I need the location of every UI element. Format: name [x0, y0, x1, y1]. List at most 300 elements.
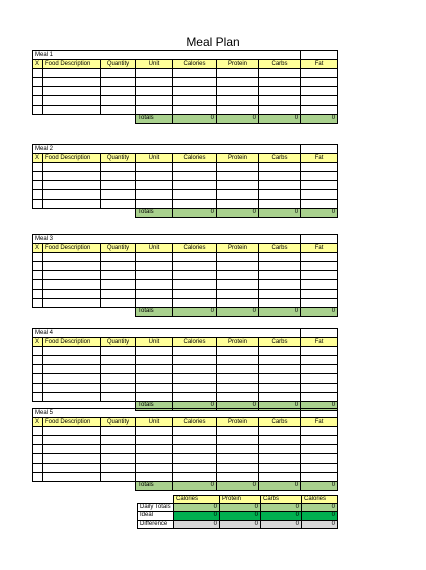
entry-cell[interactable]	[101, 271, 136, 280]
column-header: Food Description	[43, 418, 101, 427]
entry-cell[interactable]	[301, 96, 338, 105]
entry-cell[interactable]	[33, 463, 43, 472]
entry-cell[interactable]	[33, 454, 43, 463]
entry-cell[interactable]	[217, 365, 259, 374]
entry-cell[interactable]	[217, 199, 259, 208]
entry-cell[interactable]	[43, 87, 101, 96]
entry-cell[interactable]	[101, 298, 136, 307]
totals-value[interactable]: 0	[301, 307, 338, 316]
totals-value[interactable]: 0	[259, 481, 301, 490]
entry-cell[interactable]	[173, 356, 217, 365]
entry-cell[interactable]	[301, 69, 338, 78]
entry-cell[interactable]	[259, 454, 301, 463]
column-header: Carbs	[259, 338, 301, 347]
entry-cell[interactable]	[43, 163, 101, 172]
summary-cell[interactable]: 0	[220, 512, 261, 520]
entry-cell[interactable]	[217, 463, 259, 472]
entry-cell[interactable]	[101, 392, 136, 401]
entry-cell[interactable]	[217, 289, 259, 298]
entry-cell[interactable]	[217, 96, 259, 105]
column-header: Protein	[217, 338, 259, 347]
column-header: X	[33, 244, 43, 253]
entry-cell[interactable]	[33, 436, 43, 445]
totals-value[interactable]: 0	[259, 401, 301, 410]
totals-spacer	[33, 114, 136, 123]
entry-cell[interactable]	[217, 181, 259, 190]
entry-cell[interactable]	[301, 436, 338, 445]
entry-cell[interactable]	[101, 87, 136, 96]
entry-cell[interactable]	[259, 271, 301, 280]
entry-cell[interactable]	[101, 253, 136, 262]
totals-value[interactable]: 0	[217, 307, 259, 316]
entry-cell[interactable]	[301, 271, 338, 280]
entry-cell[interactable]	[136, 69, 173, 78]
totals-value[interactable]: 0	[259, 307, 301, 316]
entry-cell[interactable]	[259, 298, 301, 307]
summary-cell[interactable]: 0	[220, 504, 261, 512]
entry-cell[interactable]	[33, 163, 43, 172]
entry-cell[interactable]	[33, 105, 43, 114]
entry-cell[interactable]	[259, 199, 301, 208]
summary-header-row	[138, 496, 338, 504]
entry-cell[interactable]	[301, 105, 338, 114]
totals-value[interactable]: 0	[173, 208, 217, 217]
entry-cell[interactable]	[43, 172, 101, 181]
food-entry-row	[33, 298, 338, 307]
entry-cell[interactable]	[301, 78, 338, 87]
entry-cell[interactable]	[173, 472, 217, 481]
totals-value[interactable]: 0	[217, 481, 259, 490]
entry-cell[interactable]	[259, 163, 301, 172]
entry-cell[interactable]	[33, 87, 43, 96]
entry-cell[interactable]	[217, 69, 259, 78]
totals-value[interactable]: 0	[301, 208, 338, 217]
entry-cell[interactable]	[173, 190, 217, 199]
entry-cell[interactable]	[173, 347, 217, 356]
entry-cell[interactable]	[217, 271, 259, 280]
entry-cell[interactable]	[33, 472, 43, 481]
entry-cell[interactable]	[217, 280, 259, 289]
entry-cell[interactable]	[43, 298, 101, 307]
entry-cell[interactable]	[33, 427, 43, 436]
entry-cell[interactable]	[301, 87, 338, 96]
entry-cell[interactable]	[43, 96, 101, 105]
entry-cell[interactable]	[33, 289, 43, 298]
entry-cell[interactable]	[301, 199, 338, 208]
entry-cell[interactable]	[33, 383, 43, 392]
totals-value[interactable]: 0	[217, 208, 259, 217]
entry-cell[interactable]	[173, 96, 217, 105]
meal-label-spacer	[301, 235, 338, 244]
entry-cell[interactable]	[43, 347, 101, 356]
entry-cell[interactable]	[33, 181, 43, 190]
entry-cell[interactable]	[173, 392, 217, 401]
food-entry-row	[33, 289, 338, 298]
entry-cell[interactable]	[136, 253, 173, 262]
entry-cell[interactable]	[301, 163, 338, 172]
food-entry-row	[33, 280, 338, 289]
entry-cell[interactable]	[33, 365, 43, 374]
entry-cell[interactable]	[136, 374, 173, 383]
entry-cell[interactable]	[43, 280, 101, 289]
entry-cell[interactable]	[33, 69, 43, 78]
totals-value[interactable]: 0	[259, 114, 301, 123]
entry-cell[interactable]	[33, 445, 43, 454]
entry-cell[interactable]	[217, 105, 259, 114]
food-entry-row	[33, 472, 338, 481]
entry-cell[interactable]	[101, 78, 136, 87]
meal-header-row	[33, 418, 338, 427]
summary-cell[interactable]: 0	[174, 520, 220, 528]
entry-cell[interactable]	[173, 199, 217, 208]
food-entry-row	[33, 69, 338, 78]
entry-cell[interactable]	[33, 190, 43, 199]
entry-cell[interactable]	[136, 289, 173, 298]
entry-cell[interactable]	[43, 454, 101, 463]
entry-cell[interactable]	[217, 190, 259, 199]
entry-cell[interactable]	[173, 427, 217, 436]
entry-cell[interactable]	[259, 289, 301, 298]
entry-cell[interactable]	[101, 172, 136, 181]
entry-cell[interactable]	[173, 365, 217, 374]
entry-cell[interactable]	[43, 356, 101, 365]
entry-cell[interactable]	[101, 365, 136, 374]
summary-cell[interactable]: 0	[174, 504, 220, 512]
entry-cell[interactable]	[33, 78, 43, 87]
summary-cell[interactable]: 0	[302, 512, 338, 520]
entry-cell[interactable]	[43, 392, 101, 401]
entry-cell[interactable]	[173, 436, 217, 445]
entry-cell[interactable]	[259, 427, 301, 436]
entry-cell[interactable]	[43, 69, 101, 78]
entry-cell[interactable]	[101, 374, 136, 383]
food-entry-row	[33, 163, 338, 172]
entry-cell[interactable]	[33, 298, 43, 307]
food-entry-row	[33, 454, 338, 463]
entry-cell[interactable]	[43, 383, 101, 392]
entry-cell[interactable]	[136, 78, 173, 87]
meal-header-row	[33, 60, 338, 69]
entry-cell[interactable]	[33, 374, 43, 383]
entry-cell[interactable]	[136, 298, 173, 307]
entry-cell[interactable]	[259, 356, 301, 365]
totals-label: Totals	[136, 481, 173, 490]
entry-cell[interactable]	[33, 172, 43, 181]
entry-cell[interactable]	[173, 280, 217, 289]
entry-cell[interactable]	[217, 454, 259, 463]
entry-cell[interactable]	[136, 463, 173, 472]
column-header: Unit	[136, 60, 173, 69]
entry-cell[interactable]	[217, 347, 259, 356]
entry-cell[interactable]	[301, 181, 338, 190]
summary-table	[137, 495, 338, 529]
entry-cell[interactable]	[217, 262, 259, 271]
entry-cell[interactable]	[301, 463, 338, 472]
entry-cell[interactable]	[301, 383, 338, 392]
entry-cell[interactable]	[136, 356, 173, 365]
entry-cell[interactable]	[173, 78, 217, 87]
meal-table	[32, 328, 338, 411]
entry-cell[interactable]	[33, 280, 43, 289]
entry-cell[interactable]	[101, 454, 136, 463]
entry-cell[interactable]	[173, 298, 217, 307]
totals-value[interactable]: 0	[301, 401, 338, 410]
summary-cell[interactable]: 0	[302, 504, 338, 512]
entry-cell[interactable]	[173, 271, 217, 280]
totals-value[interactable]: 0	[173, 481, 217, 490]
entry-cell[interactable]	[301, 289, 338, 298]
entry-cell[interactable]	[101, 436, 136, 445]
entry-cell[interactable]	[217, 298, 259, 307]
summary-cell[interactable]: 0	[174, 512, 220, 520]
entry-cell[interactable]	[136, 280, 173, 289]
entry-cell[interactable]	[33, 262, 43, 271]
food-entry-row	[33, 271, 338, 280]
totals-label: Totals	[136, 114, 173, 123]
meal-label-spacer	[301, 51, 338, 60]
entry-cell[interactable]	[301, 298, 338, 307]
column-header: Carbs	[259, 418, 301, 427]
totals-value[interactable]: 0	[259, 208, 301, 217]
entry-cell[interactable]	[43, 427, 101, 436]
column-header: Calories	[173, 244, 217, 253]
entry-cell[interactable]	[101, 289, 136, 298]
entry-cell[interactable]	[259, 181, 301, 190]
entry-cell[interactable]	[301, 190, 338, 199]
entry-cell[interactable]	[217, 356, 259, 365]
entry-cell[interactable]	[43, 190, 101, 199]
entry-cell[interactable]	[173, 163, 217, 172]
entry-cell[interactable]	[259, 96, 301, 105]
entry-cell[interactable]	[173, 69, 217, 78]
entry-cell[interactable]	[259, 69, 301, 78]
totals-value[interactable]: 0	[217, 401, 259, 410]
column-header: Fat	[301, 244, 338, 253]
entry-cell[interactable]	[301, 262, 338, 271]
entry-cell[interactable]	[259, 280, 301, 289]
summary-cell[interactable]: 0	[261, 512, 302, 520]
entry-cell[interactable]	[101, 427, 136, 436]
entry-cell[interactable]	[33, 96, 43, 105]
entry-cell[interactable]	[173, 105, 217, 114]
entry-cell[interactable]	[43, 289, 101, 298]
summary-cell[interactable]: 0	[302, 520, 338, 528]
entry-cell[interactable]	[136, 445, 173, 454]
totals-value[interactable]: 0	[217, 114, 259, 123]
entry-cell[interactable]	[217, 383, 259, 392]
entry-cell[interactable]	[43, 271, 101, 280]
entry-cell[interactable]	[217, 436, 259, 445]
totals-value[interactable]: 0	[173, 114, 217, 123]
column-header: X	[33, 154, 43, 163]
entry-cell[interactable]	[173, 172, 217, 181]
entry-cell[interactable]	[136, 454, 173, 463]
meal-label: Meal 2	[33, 145, 301, 154]
entry-cell[interactable]	[173, 181, 217, 190]
entry-cell[interactable]	[43, 365, 101, 374]
entry-cell[interactable]	[43, 445, 101, 454]
entry-cell[interactable]	[136, 172, 173, 181]
entry-cell[interactable]	[301, 365, 338, 374]
entry-cell[interactable]	[259, 172, 301, 181]
entry-cell[interactable]	[136, 392, 173, 401]
totals-value[interactable]: 0	[173, 401, 217, 410]
entry-cell[interactable]	[259, 383, 301, 392]
entry-cell[interactable]	[217, 78, 259, 87]
entry-cell[interactable]	[101, 445, 136, 454]
entry-cell[interactable]	[173, 454, 217, 463]
entry-cell[interactable]	[101, 163, 136, 172]
column-header: Calories	[173, 154, 217, 163]
entry-cell[interactable]	[43, 374, 101, 383]
entry-cell[interactable]	[136, 190, 173, 199]
entry-cell[interactable]	[136, 271, 173, 280]
entry-cell[interactable]	[136, 181, 173, 190]
entry-cell[interactable]	[43, 472, 101, 481]
entry-cell[interactable]	[301, 454, 338, 463]
entry-cell[interactable]	[101, 199, 136, 208]
entry-cell[interactable]	[301, 356, 338, 365]
entry-cell[interactable]	[217, 87, 259, 96]
entry-cell[interactable]	[43, 181, 101, 190]
summary-cell[interactable]: 0	[261, 504, 302, 512]
entry-cell[interactable]	[259, 347, 301, 356]
entry-cell[interactable]	[301, 445, 338, 454]
entry-cell[interactable]	[301, 172, 338, 181]
entry-cell[interactable]	[259, 190, 301, 199]
entry-cell[interactable]	[259, 365, 301, 374]
entry-cell[interactable]	[101, 472, 136, 481]
entry-cell[interactable]	[136, 87, 173, 96]
entry-cell[interactable]	[43, 463, 101, 472]
entry-cell[interactable]	[259, 392, 301, 401]
food-entry-row	[33, 392, 338, 401]
entry-cell[interactable]	[43, 105, 101, 114]
entry-cell[interactable]	[259, 105, 301, 114]
entry-cell[interactable]	[136, 347, 173, 356]
food-entry-row	[33, 105, 338, 114]
entry-cell[interactable]	[101, 69, 136, 78]
entry-cell[interactable]	[217, 172, 259, 181]
entry-cell[interactable]	[33, 347, 43, 356]
entry-cell[interactable]	[301, 374, 338, 383]
entry-cell[interactable]	[173, 445, 217, 454]
entry-cell[interactable]	[217, 427, 259, 436]
entry-cell[interactable]	[43, 436, 101, 445]
entry-cell[interactable]	[136, 96, 173, 105]
entry-cell[interactable]	[43, 78, 101, 87]
entry-cell[interactable]	[33, 271, 43, 280]
entry-cell[interactable]	[301, 253, 338, 262]
entry-cell[interactable]	[43, 253, 101, 262]
totals-value[interactable]: 0	[301, 114, 338, 123]
entry-cell[interactable]	[136, 427, 173, 436]
entry-cell[interactable]	[173, 374, 217, 383]
entry-cell[interactable]	[217, 445, 259, 454]
entry-cell[interactable]	[33, 356, 43, 365]
entry-cell[interactable]	[301, 427, 338, 436]
entry-cell[interactable]	[259, 253, 301, 262]
entry-cell[interactable]	[136, 383, 173, 392]
meal-table	[32, 408, 338, 491]
entry-cell[interactable]	[217, 253, 259, 262]
entry-cell[interactable]	[259, 436, 301, 445]
entry-cell[interactable]	[33, 253, 43, 262]
column-header: Calories	[173, 418, 217, 427]
entry-cell[interactable]	[259, 87, 301, 96]
entry-cell[interactable]	[173, 383, 217, 392]
entry-cell[interactable]	[33, 199, 43, 208]
entry-cell[interactable]	[301, 472, 338, 481]
entry-cell[interactable]	[301, 392, 338, 401]
column-header: Unit	[136, 154, 173, 163]
entry-cell[interactable]	[136, 365, 173, 374]
entry-cell[interactable]	[259, 472, 301, 481]
totals-value[interactable]: 0	[173, 307, 217, 316]
entry-cell[interactable]	[101, 105, 136, 114]
entry-cell[interactable]	[136, 262, 173, 271]
entry-cell[interactable]	[101, 181, 136, 190]
entry-cell[interactable]	[136, 436, 173, 445]
entry-cell[interactable]	[217, 163, 259, 172]
entry-cell[interactable]	[101, 190, 136, 199]
entry-cell[interactable]	[101, 280, 136, 289]
entry-cell[interactable]	[136, 105, 173, 114]
entry-cell[interactable]	[259, 78, 301, 87]
entry-cell[interactable]	[136, 472, 173, 481]
summary-cell[interactable]: 0	[261, 520, 302, 528]
summary-row-label: Difference	[138, 520, 174, 528]
entry-cell[interactable]	[173, 463, 217, 472]
entry-cell[interactable]	[101, 96, 136, 105]
summary-header: Calories	[174, 496, 220, 504]
entry-cell[interactable]	[217, 392, 259, 401]
entry-cell[interactable]	[43, 199, 101, 208]
column-header: X	[33, 418, 43, 427]
column-header: Protein	[217, 60, 259, 69]
entry-cell[interactable]	[259, 463, 301, 472]
entry-cell[interactable]	[101, 356, 136, 365]
entry-cell[interactable]	[101, 463, 136, 472]
entry-cell[interactable]	[259, 374, 301, 383]
entry-cell[interactable]	[217, 374, 259, 383]
entry-cell[interactable]	[136, 199, 173, 208]
entry-cell[interactable]	[173, 262, 217, 271]
food-entry-row	[33, 172, 338, 181]
entry-cell[interactable]	[173, 87, 217, 96]
totals-spacer	[33, 481, 136, 490]
totals-value[interactable]: 0	[301, 481, 338, 490]
entry-cell[interactable]	[136, 163, 173, 172]
entry-cell[interactable]	[101, 347, 136, 356]
entry-cell[interactable]	[301, 280, 338, 289]
summary-corner	[138, 496, 174, 504]
entry-cell[interactable]	[259, 262, 301, 271]
food-entry-row	[33, 374, 338, 383]
entry-cell[interactable]	[217, 472, 259, 481]
column-header: Carbs	[259, 154, 301, 163]
entry-cell[interactable]	[259, 445, 301, 454]
entry-cell[interactable]	[173, 289, 217, 298]
entry-cell[interactable]	[301, 347, 338, 356]
entry-cell[interactable]	[33, 392, 43, 401]
entry-cell[interactable]	[101, 383, 136, 392]
entry-cell[interactable]	[173, 253, 217, 262]
summary-cell[interactable]: 0	[220, 520, 261, 528]
totals-label: Totals	[136, 307, 173, 316]
entry-cell[interactable]	[43, 262, 101, 271]
entry-cell[interactable]	[101, 262, 136, 271]
